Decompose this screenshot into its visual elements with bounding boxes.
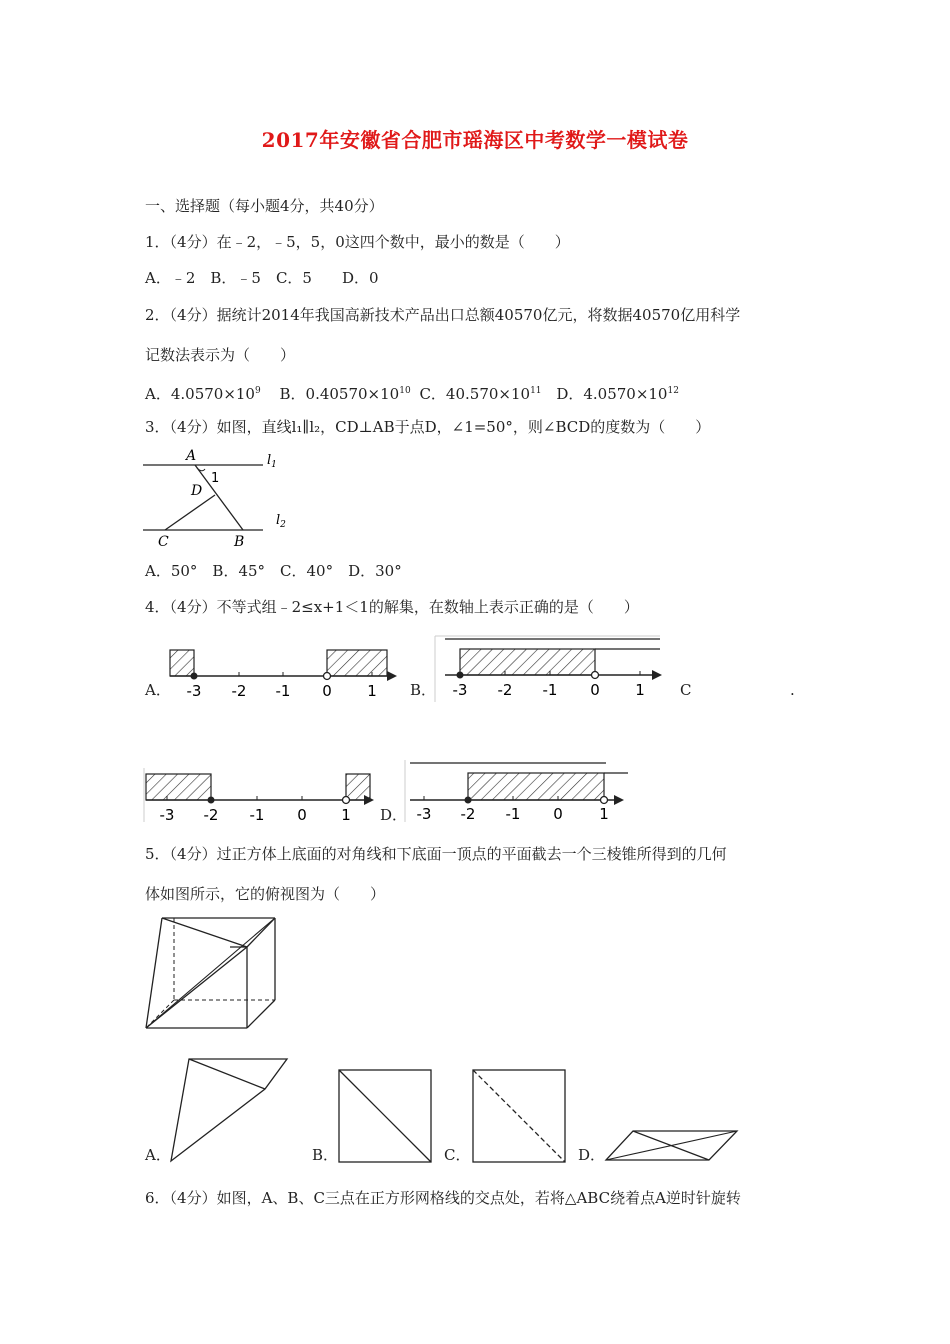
q4-a-tick-2: -2 <box>231 682 247 700</box>
q3-label-d: D <box>191 483 203 499</box>
q5-stem: 5．（4分）过正方体上底面的对角线和下底面一顶点的平面截去一个三棱锥所得到的几何 <box>145 845 727 863</box>
q2-option-c-exp: 11 <box>530 386 542 396</box>
q5-label-c: C． <box>444 1146 471 1164</box>
q4-b-tick-3: -1 <box>542 681 558 699</box>
q2-option-a-exp: 9 <box>254 386 261 396</box>
q5-label-b: B． <box>312 1146 339 1164</box>
q1-stem: 1．（4分）在﹣2，﹣5，5，0这四个数中，最小的数是（ ） <box>145 233 570 251</box>
q2-stem-line2: 记数法表示为（ ） <box>145 346 296 364</box>
q5-label-d: D． <box>578 1146 606 1164</box>
q3-label-l1: $l_1$ <box>267 453 277 470</box>
q5-option-c-figure <box>470 1067 568 1165</box>
q4-c-tick-2: -2 <box>203 806 219 824</box>
q4-c-tick-5: 1 <box>341 806 351 824</box>
q4-b-tick-4: 0 <box>590 681 600 699</box>
q4-option-a-figure <box>165 640 400 705</box>
q4-d-tick-3: -1 <box>505 805 521 823</box>
q4-d-tick-1: -3 <box>416 805 432 823</box>
q4-b-tick-5: 1 <box>635 681 645 699</box>
q3-label-b: B <box>234 534 245 550</box>
q3-label-l2: $l_2$ <box>276 513 286 530</box>
q4-b-tick-1: -3 <box>452 681 468 699</box>
q4-a-tick-4: 0 <box>322 682 332 700</box>
q4-label-a: A． <box>145 681 171 699</box>
q5-option-d-figure <box>603 1127 741 1165</box>
q2-option-d: D．4.0570×10 <box>556 385 668 403</box>
q4-d-tick-5: 1 <box>599 805 609 823</box>
q5-stem-line2: 体如图所示，它的俯视图为（ ） <box>145 885 386 903</box>
q3-stem: 3．（4分）如图，直线l₁∥l₂，CD⊥AB于点D，∠1=50°，则∠BCD的度数为（ ） <box>145 418 711 436</box>
q4-c-tick-3: -1 <box>249 806 265 824</box>
q4-d-tick-2: -2 <box>460 805 476 823</box>
q2-option-d-exp: 12 <box>667 386 679 396</box>
q3-label-c: C <box>158 534 169 550</box>
q4-stem: 4．（4分）不等式组﹣2≤x+1＜1的解集，在数轴上表示正确的是（ ） <box>145 598 639 616</box>
q4-label-c: C <box>680 681 692 699</box>
q4-option-b-figure <box>430 632 665 704</box>
q2-option-b: B．0.40570×10 <box>279 385 400 403</box>
q4-label-b: B． <box>410 681 437 699</box>
page-title: 2017年安徽省合肥市瑶海区中考数学一模试卷 <box>261 128 689 152</box>
q4-option-c-figure <box>142 764 382 826</box>
q4-label-d: D． <box>380 806 408 824</box>
q4-a-tick-1: -3 <box>186 682 202 700</box>
q5-option-a-figure <box>165 1055 295 1167</box>
q3-label-a: A <box>186 448 197 464</box>
q2-options <box>145 381 679 404</box>
q4-c-tick-1: -3 <box>159 806 175 824</box>
section-heading: 一、选择题（每小题4分，共40分） <box>145 197 384 215</box>
q1-options: A．﹣2 B．﹣5 C．5 D．0 <box>145 269 379 287</box>
q4-option-d-figure <box>400 756 635 826</box>
q4-label-c-dot: . <box>790 681 795 699</box>
q4-a-tick-5: 1 <box>367 682 377 700</box>
q6-stem: 6．（4分）如图，A、B、C三点在正方形网格线的交点处，若将△ABC绕着点A逆时针旋转 <box>145 1189 741 1207</box>
q4-d-tick-4: 0 <box>553 805 563 823</box>
q2-option-b-exp: 10 <box>399 386 411 396</box>
q4-b-tick-2: -2 <box>497 681 513 699</box>
q2-stem: 2．（4分）据统计2014年我国高新技术产品出口总额40570亿元，将数据40570亿用科学 <box>145 306 741 324</box>
q4-c-tick-4: 0 <box>297 806 307 824</box>
q3-options: A．50° B．45° C．40° D．30° <box>145 562 402 580</box>
q5-figure <box>140 912 285 1034</box>
q5-option-b-figure <box>336 1067 434 1165</box>
q4-a-tick-3: -1 <box>275 682 291 700</box>
q3-figure <box>140 445 300 550</box>
q2-option-a: A．4.0570×10 <box>145 385 255 403</box>
q3-label-1: 1 <box>211 471 220 486</box>
q5-label-a: A． <box>145 1146 171 1164</box>
q2-option-c: C．40.570×10 <box>419 385 531 403</box>
